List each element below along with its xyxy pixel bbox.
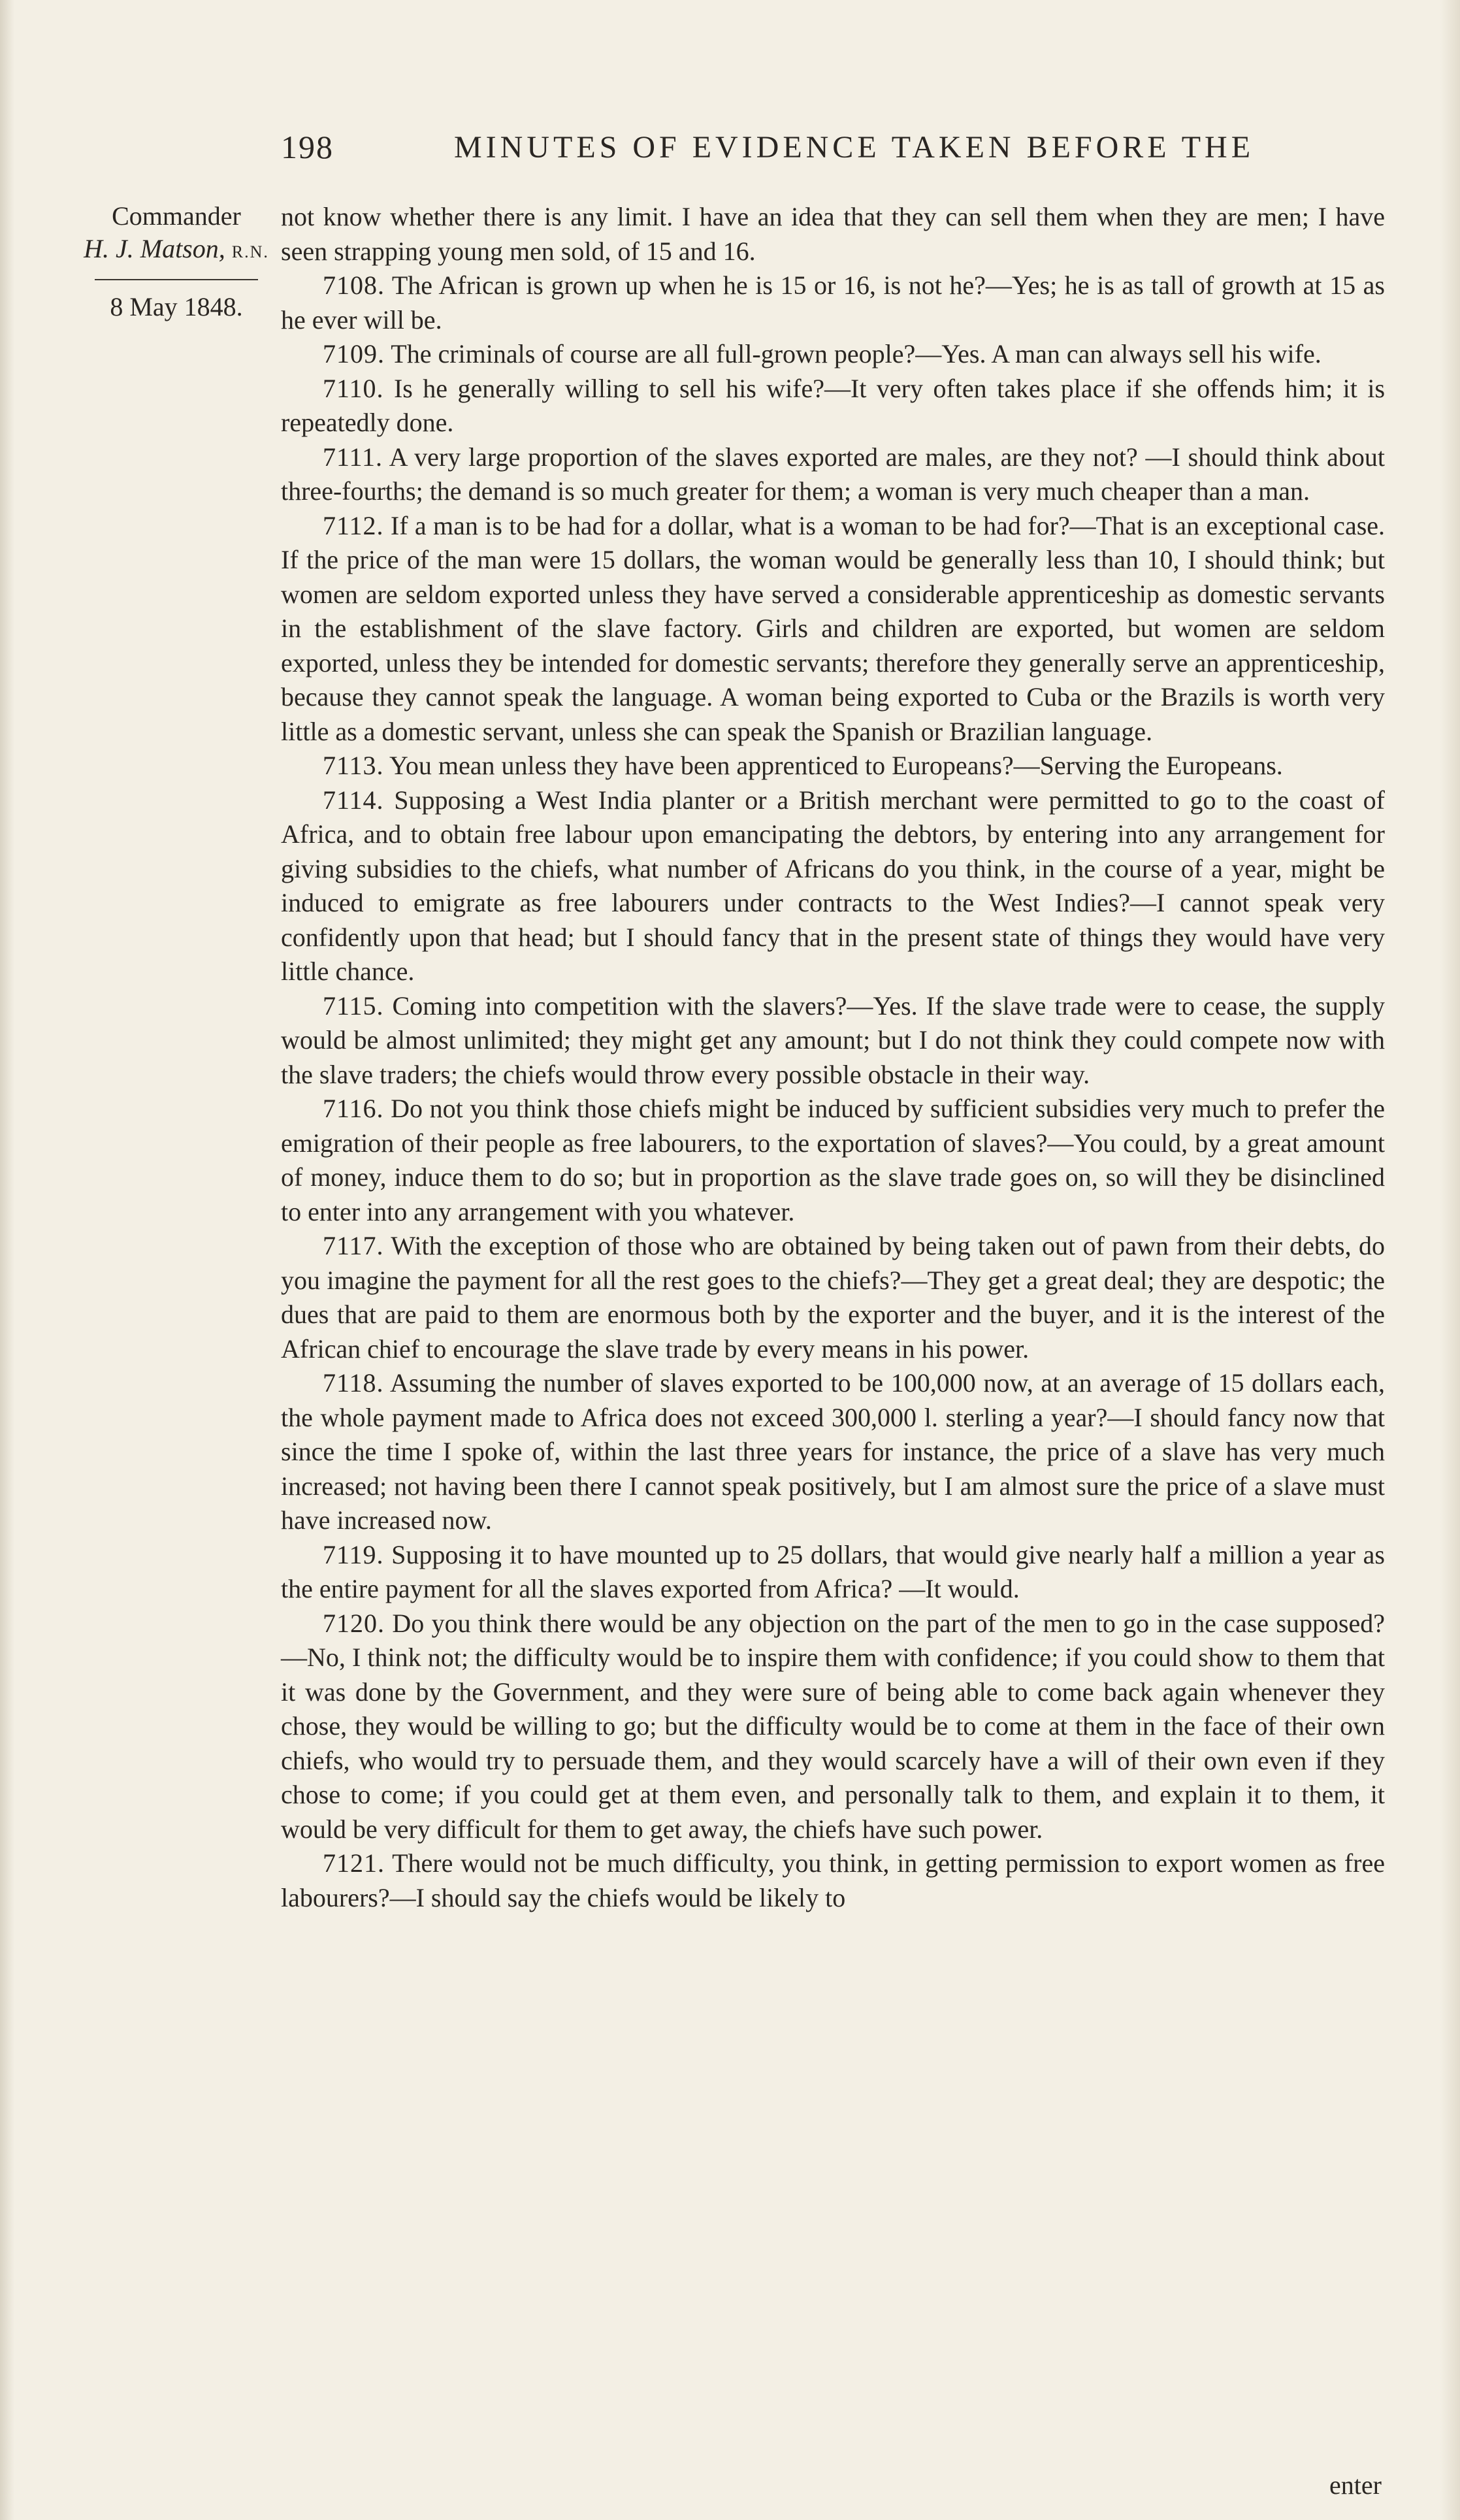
question-number: 7120. — [323, 1608, 385, 1638]
question-number: 7108. — [323, 270, 385, 300]
paragraph-text: Coming into competition with the slavers?—Yes. If the slave trade were to cease, the supply would be almost unlimited; they might get any amount; but I do not think they could compete now with the slave traders; the chiefs would throw every possible obstacle in their way. — [281, 990, 1386, 1089]
testimony-paragraph — [281, 989, 1385, 1092]
margin-note — [78, 200, 274, 322]
page-number: 198 — [281, 129, 334, 165]
page-edge-shadow — [0, 0, 14, 2520]
paragraph-text: not know whether there is any limit. I have an idea that they can sell them when they are men; I have seen strapping young men sold, of 15 and 16. — [281, 202, 1385, 266]
testimony-paragraph — [281, 269, 1385, 337]
question-number: 7114. — [323, 785, 384, 815]
paragraph-text: With the exception of those who are obtained by being taken out of pawn from their debts, do you imagine the payment for all the rest goes to the chiefs?—They get a great deal; they are despotic; the dues that are paid to them are enormous both by the exporter and the buyer, and it is the interest of the African chief to encourage the slave trade by every means in his power. — [281, 1231, 1385, 1364]
testimony-paragraph — [281, 1366, 1385, 1538]
paragraph-text: Do you think there would be any objection on the part of the men to go in the case supposed?—No, I think not; the difficulty would be to inspire them with confidence; if you could show to them that it was done by the Government, and they were sure of being able to come back again whenever they chose, they would be willing to go; but the difficulty would be to come at them in the face of their own chiefs, who would try to persuade them, and they would scarcely have a will of their own even if they chose to come; if you could get at them even, and personally talk to them, and explain it to them, it would be very difficult for them to get away, the chiefs have such power. — [281, 1608, 1386, 1844]
question-number: 7111. — [323, 442, 383, 472]
testimony-paragraph — [281, 337, 1385, 372]
margin-divider — [95, 279, 258, 280]
running-head: MINUTES OF EVIDENCE TAKEN BEFORE THE — [454, 130, 1255, 165]
testimony-paragraph — [281, 1846, 1385, 1915]
testimony-paragraph — [281, 1092, 1385, 1229]
witness-name-text: H. J. Matson, — [84, 234, 225, 263]
question-number: 7117. — [323, 1231, 384, 1260]
testimony-paragraph — [281, 440, 1385, 509]
testimony-paragraph — [281, 1538, 1385, 1607]
paragraph-text: Is he generally willing to sell his wife?—It very often takes place if she offends him; it is repeatedly done. — [281, 373, 1386, 437]
testimony-paragraph — [281, 783, 1385, 989]
paragraph-text: Do not you think those chiefs might be induced by sufficient subsidies very much to prefer the emigration of their people as free labourers, to the exportation of slaves?—You could, by a great amount of money, induce them to do so; but in proportion as the slave trade goes on, so will they be disinclined to enter into any arrangement with you whatever. — [281, 1094, 1385, 1226]
paragraph-text: Supposing a West India planter or a British merchant were permitted to go to the coast of Africa, and to obtain free labour upon emancipating the debtors, by entering into any arrangement for giving subsidies to the chiefs, what number of Africans do you think, in the course of a year, might be induced to emigrate as free labourers under contracts to the West Indies?—I cannot speak very confidently upon that head; but I should fancy that in the present state of things they would have very little chance. — [281, 785, 1385, 986]
paragraph-text: You mean unless they have been apprenticed to Europeans?—Serving the Europeans. — [389, 751, 1283, 780]
witness-title: Commander — [112, 201, 241, 231]
testimony-body — [281, 200, 1385, 1915]
paragraph-text: Supposing it to have mounted up to 25 dollars, that would give nearly half a million a year as the entire payment for all the slaves exported from Africa? —It would. — [281, 1539, 1385, 1603]
testimony-paragraph — [281, 749, 1385, 783]
paragraph-text: The African is grown up when he is 15 or 16, is not he?—Yes; he is as tall of growth at 15 as he ever will be. — [281, 270, 1385, 335]
page-header — [281, 128, 1385, 174]
testimony-paragraph — [281, 1229, 1385, 1366]
paragraph-text: There would not be much difficulty, you think, in getting permission to export women as free labourers?—I should say the chiefs would be likely to — [281, 1848, 1385, 1912]
page-edge-shadow-right — [1440, 0, 1460, 2520]
question-number: 7110. — [323, 373, 384, 403]
question-number: 7113. — [323, 751, 384, 780]
paragraph-text: If a man is to be had for a dollar, what is a woman to be had for?—That is an exceptional case. If the price of the man were 15 dollars, the woman would be generally less than 10, I should think; but women are seldom exported unless they have served a considerable apprenticeship as domestic servants in the establishment of the slave factory. Girls and children are exported, but women are seldom exported, unless they be intended for domestic servants; therefore they generally serve an apprenticeship, because they cannot speak the language. A woman being exported to Cuba or the Brazils is worth very little as a domestic servant, unless she can speak the Spanish or Brazilian language. — [281, 510, 1386, 746]
question-number: 7119. — [323, 1539, 384, 1569]
paragraph-text: Assuming the number of slaves exported to be 100,000 now, at an average of 15 dollars each, the whole payment made to Africa does not exceed 300,000 l. sterling a year?—I should fancy now that since the time I spoke of, within the last three years for instance, the price of a slave has very much increased; not having been there I cannot speak positively, but I am almost sure the price of a slave must have increased now. — [281, 1368, 1385, 1535]
question-number: 7121. — [323, 1848, 385, 1878]
paragraph-text: A very large proportion of the slaves exported are males, are they not? —I should think about three-fourths; the demand is so much greater for them; a woman is very much cheaper than a man. — [281, 442, 1386, 506]
paragraph-text: The criminals of course are all full-grown people?—Yes. A man can always sell his wife. — [391, 339, 1322, 368]
testimony-paragraph — [281, 1607, 1385, 1847]
testimony-date: 8 May 1848. — [110, 292, 243, 321]
question-number: 7118. — [323, 1368, 384, 1398]
question-number: 7115. — [323, 990, 384, 1021]
question-number: 7116. — [323, 1094, 384, 1123]
testimony-paragraph — [281, 509, 1385, 749]
testimony-paragraph — [281, 200, 1385, 269]
question-number: 7112. — [323, 510, 384, 540]
testimony-paragraph — [281, 372, 1385, 440]
question-number: 7109. — [323, 339, 385, 368]
witness-rank-suffix: R.N. — [231, 242, 269, 261]
witness-name — [78, 233, 274, 269]
catchword: enter — [1329, 2470, 1382, 2500]
